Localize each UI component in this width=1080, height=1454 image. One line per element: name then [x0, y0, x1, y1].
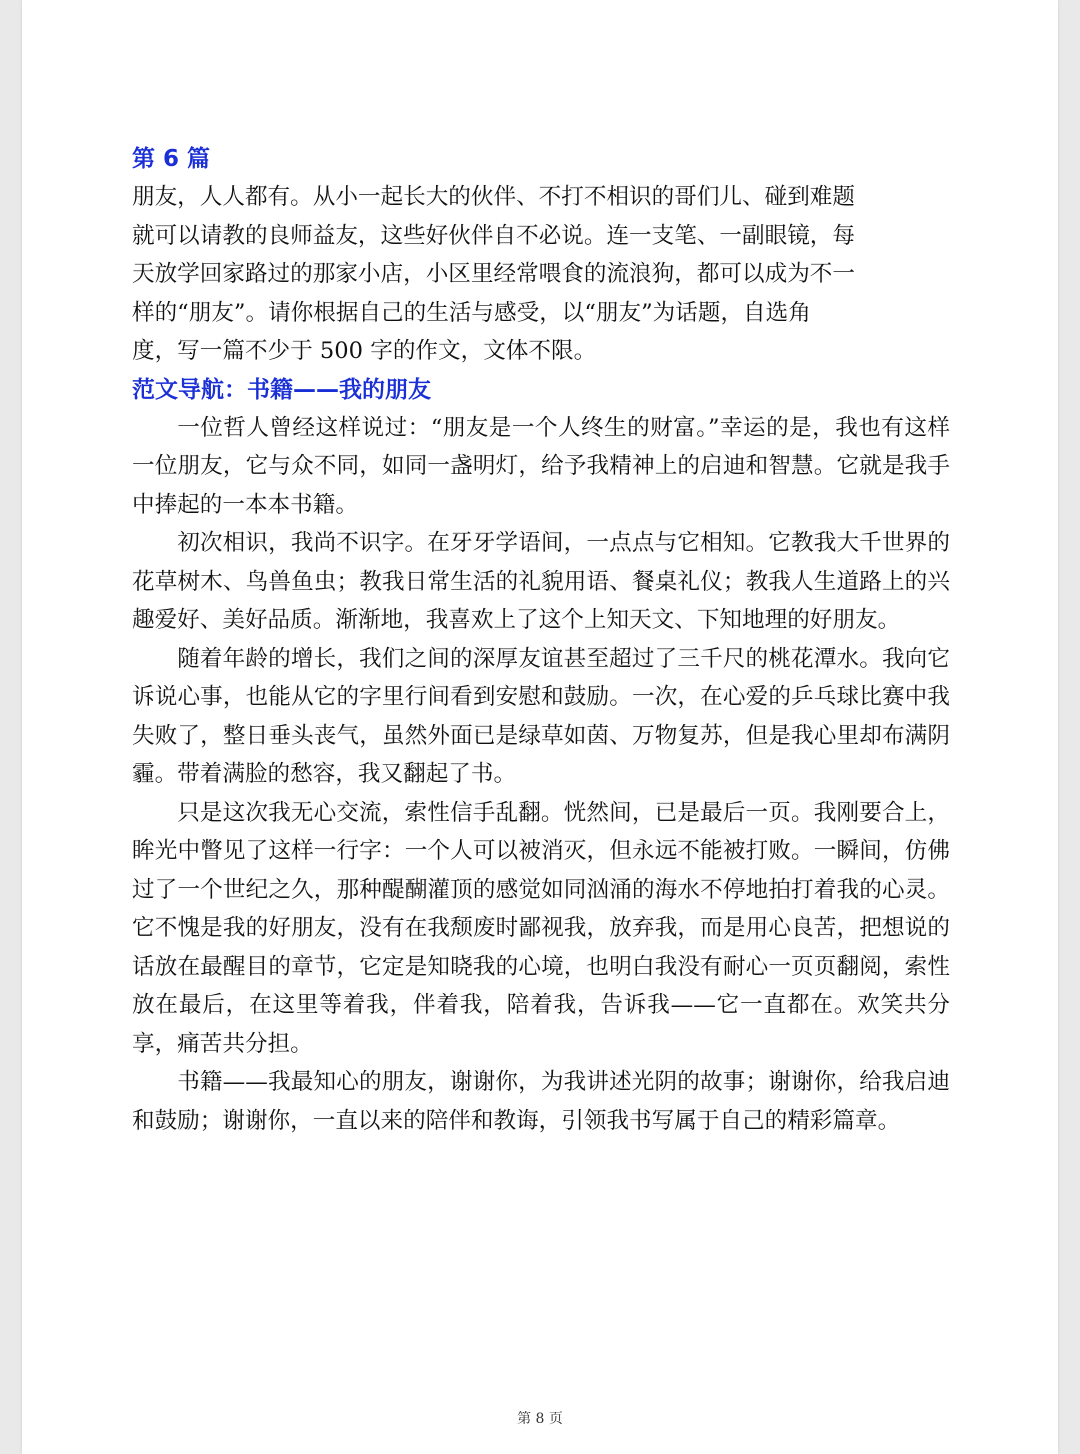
prompt-line: 就可以请教的良师益友，这些好伙伴自不必说。连一支笔、一副眼镜，每: [132, 222, 855, 249]
essay-paragraph: 一位哲人曾经这样说过：“朋友是一个人终生的财富。”幸运的是，我也有这样一位朋友，它与众不同，如同一盏明灯，给予我精神上的启迪和智慧。它就是我手中捧起的一本本书籍。: [132, 414, 950, 518]
prompt-line: 朋友，人人都有。从小一起长大的伙伴、不打不相识的哥们儿、碰到难题: [132, 184, 855, 210]
essay-number-heading: 第 6 篇: [132, 146, 211, 172]
prompt-line: 度，写一篇不少于 500 字的作文，文体不限。: [132, 338, 597, 364]
page-number: 第 8 页: [517, 1411, 563, 1427]
essay-body: [132, 409, 950, 1141]
document-page: [22, 0, 1058, 1454]
essay-prompt: [132, 178, 950, 371]
essay-paragraph: 初次相识，我尚不识字。在牙牙学语间，一点点与它相知。它教我大千世界的花草树木、鸟兽鱼虫；教我日常生活的礼貌用语、餐桌礼仪；教我人生道路上的兴趣爱好、美好品质。渐渐地，我喜欢上了这个上知天文、下知地理的好朋友。: [132, 530, 950, 633]
prompt-line: 天放学回家路过的那家小店，小区里经常喂食的流浪狗，都可以成为不一: [132, 261, 855, 287]
essay-paragraph: 随着年龄的增长，我们之间的深厚友谊甚至超过了三千尺的桃花潭水。我向它诉说心事，也能从它的字里行间看到安慰和鼓励。一次，在心爱的乒乓球比赛中我失败了，整日垂头丧气，虽然外面已是绿草如茵、万物复苏，但是我心里却布满阴霾。带着满脸的愁容，我又翻起了书。: [132, 645, 950, 787]
essay-paragraph: 书籍——我最知心的朋友，谢谢你，为我讲述光阴的故事；谢谢你，给我启迪和鼓励；谢谢你，一直以来的陪伴和教诲，引领我书写属于自己的精彩篇章。: [132, 1069, 950, 1134]
page-content: [132, 140, 950, 1140]
prompt-line: 样的“朋友”。请你根据自己的生活与感受，以“朋友”为话题，自选角: [132, 299, 811, 326]
sample-essay-heading: 范文导航：书籍——我的朋友: [132, 376, 431, 403]
essay-paragraph: 只是这次我无心交流，索性信手乱翻。恍然间，已是最后一页。我刚要合上，眸光中瞥见了这样一行字：一个人可以被消灭，但永远不能被打败。一瞬间，仿佛过了一个世纪之久，那种醍醐灌顶的感觉如同汹涌的海水不停地拍打着我的心灵。它不愧是我的好朋友，没有在我颓废时鄙视我，放弃我，而是用心良苦，把想说的话放在最醒目的章节，它定是知晓我的心境，也明白我没有耐心一页页翻阅，索性放在最后，在这里等着我，伴着我，陪着我，告诉我——它一直都在。欢笑共分享，痛苦共分担。: [132, 799, 950, 1057]
